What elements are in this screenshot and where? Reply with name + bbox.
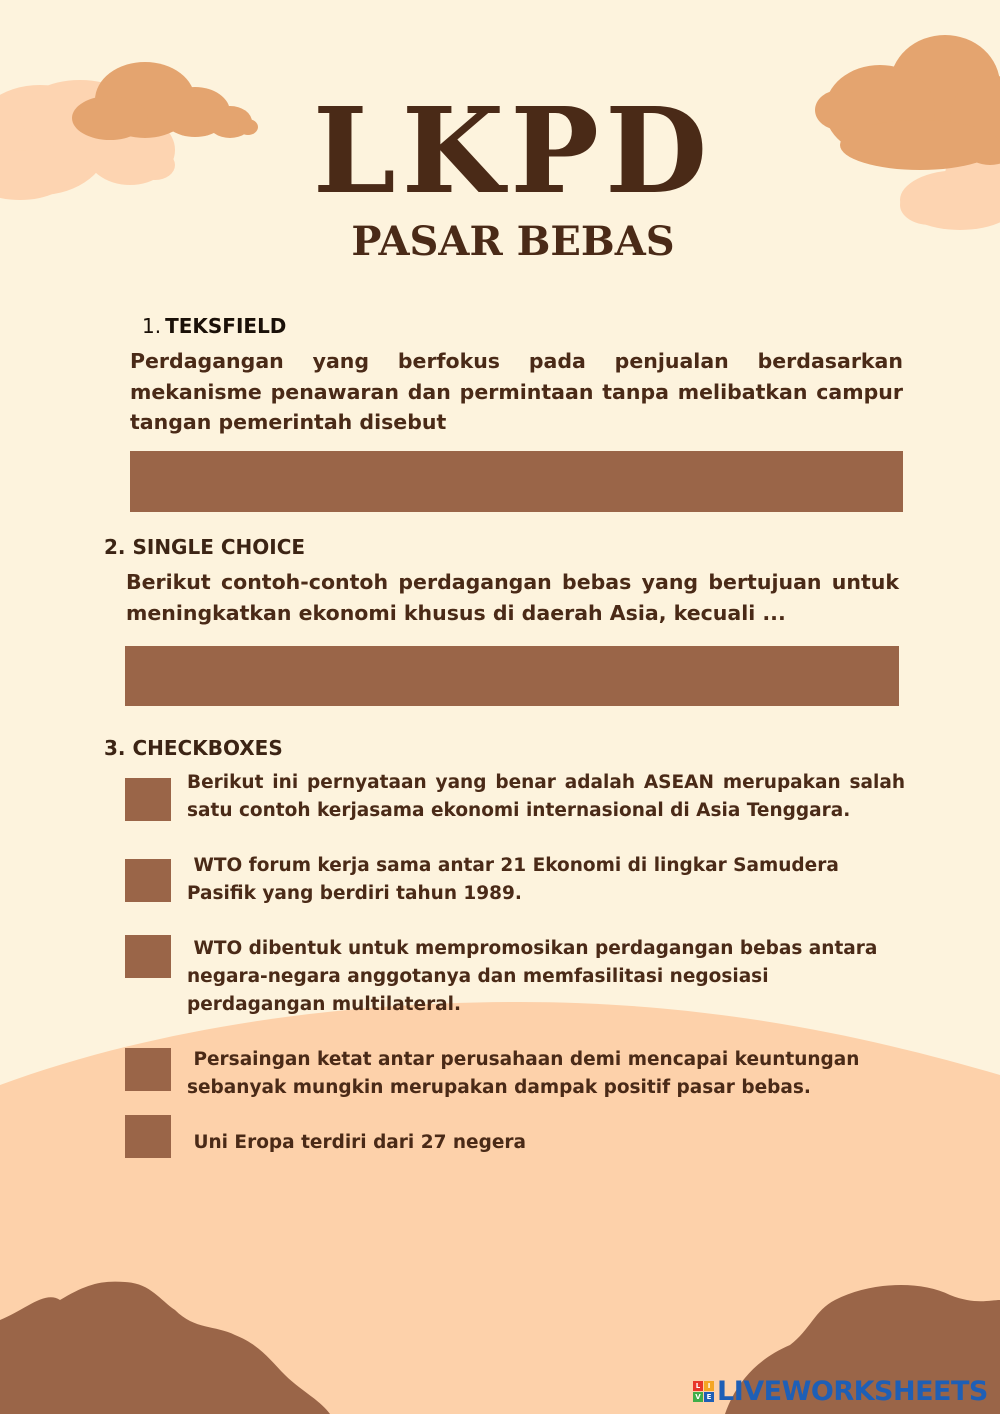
checkbox-2[interactable]: [125, 859, 171, 902]
logo-text: LIVEWORKSHEETS: [717, 1375, 988, 1407]
checkbox-1[interactable]: [125, 778, 171, 821]
section-2-heading: 2. SINGLE CHOICE: [104, 535, 306, 559]
checkbox-5-label: Uni Eropa terdiri dari 27 negera: [187, 1132, 527, 1153]
logo-tiles-icon: L I V E: [693, 1381, 714, 1402]
checkbox-4-label: Persaingan ketat antar perusahaan demi mencapai keuntungan sebanyak mungkin merupakan dampak positif pasar bebas.: [187, 1049, 866, 1098]
section-1-label: TEKSFIELD: [165, 314, 287, 338]
section-1-number: 1.: [142, 314, 162, 338]
checkbox-2-label: WTO forum kerja sama antar 21 Ekonomi di lingkar Samudera Pasifik yang berdiri tahun 1989.: [187, 855, 846, 904]
checkbox-4[interactable]: [125, 1048, 171, 1091]
answer-2-single-choice-dropdown[interactable]: [125, 646, 899, 706]
page-title: LKPD: [312, 81, 714, 220]
answer-1-textfield[interactable]: [130, 451, 903, 512]
checkbox-1-label: Berikut ini pernyataan yang benar adalah ASEAN merupakan salah satu contoh kerjasama ekonomi internasional di Asia Tenggara.: [187, 772, 905, 821]
checkbox-3-label: WTO dibentuk untuk mempromosikan perdagangan bebas antara negara-negara anggotanya dan memfasilitasi negosiasi perdagangan multilateral.: [187, 938, 884, 1015]
liveworksheets-logo[interactable]: [693, 1374, 988, 1408]
section-3-heading: 3. CHECKBOXES: [104, 736, 283, 760]
checkbox-3[interactable]: [125, 935, 171, 978]
question-2-text: Berikut contoh-contoh perdagangan bebas yang bertujuan untuk meningkatkan ekonomi khusus di daerah Asia, kecuali ...: [126, 570, 899, 625]
page-subtitle: PASAR BEBAS: [351, 218, 675, 265]
checkbox-5[interactable]: [125, 1115, 171, 1158]
question-1-text: Perdagangan yang berfokus pada penjualan berdasarkan mekanisme penawaran dan permintaan tanpa melibatkan campur tangan pemerintah disebut: [130, 349, 903, 434]
section-1-heading: [142, 314, 286, 338]
